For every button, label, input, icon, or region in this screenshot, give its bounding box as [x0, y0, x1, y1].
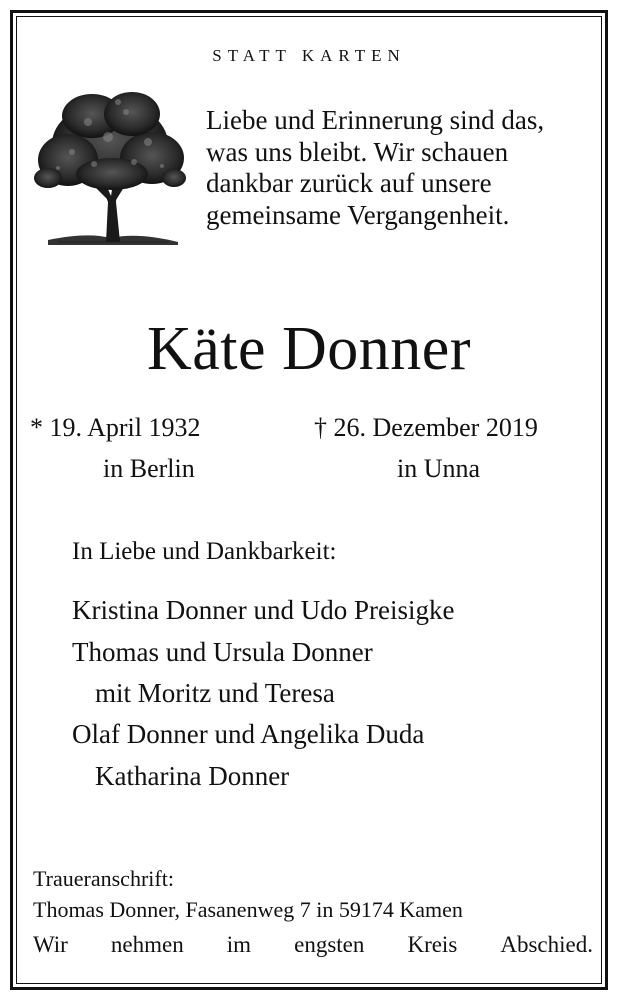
birth-symbol: * [30, 413, 43, 442]
birth-date-line [30, 413, 200, 443]
address-line: Thomas Donner, Fasanenweg 7 in 59174 Kamen [33, 897, 463, 922]
deceased-name: Käte Donner [147, 315, 471, 383]
death-place: in Unna [397, 454, 481, 483]
header-statt-karten: STATT KARTEN [212, 46, 406, 65]
birth-place: in Berlin [103, 454, 195, 483]
family-line: Thomas und Ursula Donner [72, 637, 373, 667]
quote-line: gemeinsame Vergangenheit. [206, 199, 510, 230]
thanks-line: In Liebe und Dankbarkeit: [72, 538, 337, 565]
closing-word: im [226, 932, 252, 957]
family-line: Katharina Donner [95, 761, 290, 791]
death-symbol: † [314, 413, 327, 442]
closing-word: nehmen [110, 932, 184, 957]
closing-word: Wir [33, 932, 68, 957]
closing-word: engsten [294, 932, 365, 957]
quote-line: was uns bleibt. Wir schauen [206, 136, 509, 167]
death-date: 26. Dezember 2019 [333, 413, 538, 442]
tree-icon [28, 82, 192, 250]
death-date-line [314, 413, 538, 443]
family-line: Olaf Donner und Angelika Duda [72, 719, 425, 749]
quote-text [206, 105, 544, 231]
closing-line [33, 932, 593, 958]
birth-date: 19. April 1932 [49, 413, 201, 442]
closing-word: Kreis [407, 932, 458, 957]
family-line: mit Moritz und Teresa [95, 678, 335, 708]
family-line: Kristina Donner und Udo Preisigke [72, 595, 455, 625]
address-label: Traueranschrift: [33, 866, 174, 891]
quote-line: Liebe und Erinnerung sind das, [206, 105, 545, 135]
quote-line: dankbar zurück auf unsere [206, 168, 492, 198]
closing-word: Abschied. [500, 932, 593, 957]
